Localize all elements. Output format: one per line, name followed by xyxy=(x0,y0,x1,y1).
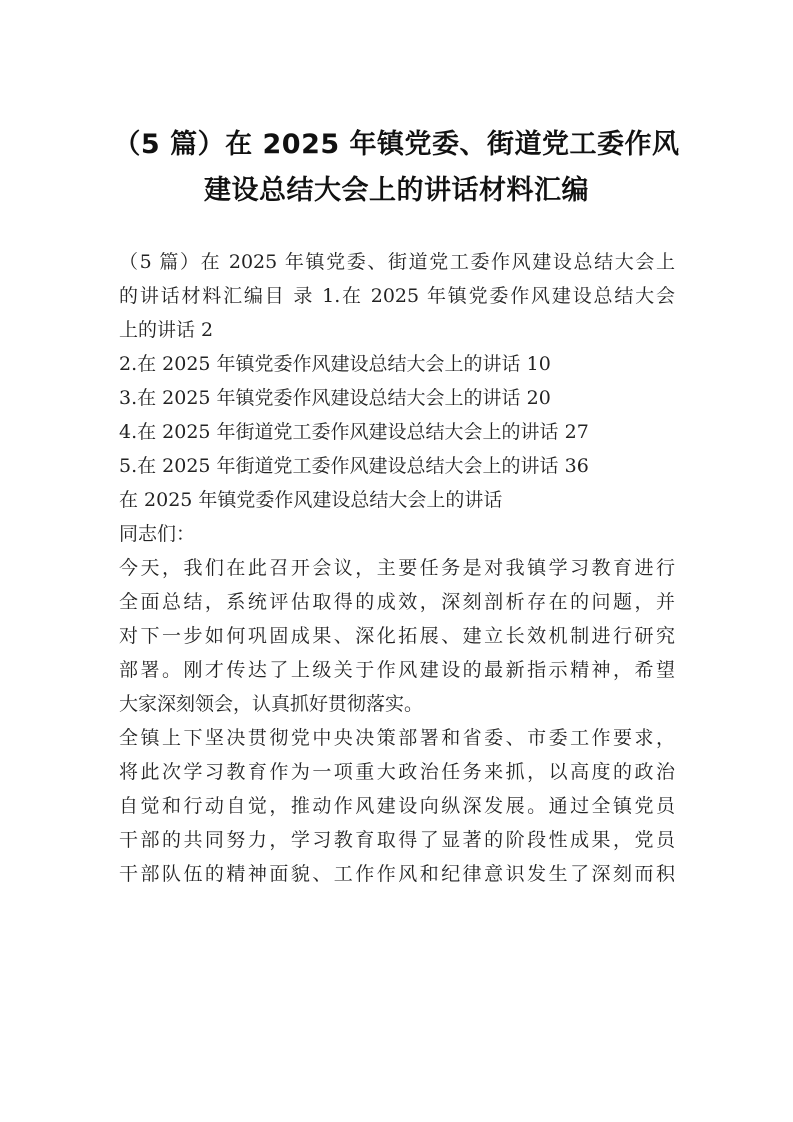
paragraph-1-line: 今天，我们在此召开会议，主要任务是对我镇学习教育进行 xyxy=(119,557,675,579)
intro-line: 上的讲话 2 xyxy=(119,319,214,341)
toc-item: 5.在 2025 年街道党工委作风建设总结大会上的讲话 36 xyxy=(119,455,589,477)
title-line-2: 建设总结大会上的讲话材料汇编 xyxy=(204,175,589,206)
toc-item: 3.在 2025 年镇党委作风建设总结大会上的讲话 20 xyxy=(119,387,551,409)
document-body xyxy=(119,245,675,891)
paragraph-2-line: 全镇上下坚决贯彻党中央决策部署和省委、市委工作要求， xyxy=(119,727,675,749)
intro-line: 的讲话材料汇编目 录 1.在 2025 年镇党委作风建设总结大会 xyxy=(119,285,675,307)
paragraph-1-line: 部署。刚才传达了上级关于作风建设的最新指示精神，希望 xyxy=(119,659,675,681)
paragraph-1-line: 大家深刻领会，认真抓好贯彻落实。 xyxy=(119,693,424,715)
document-title xyxy=(100,122,693,214)
paragraph-2-line: 干部的共同努力，学习教育取得了显著的阶段性成果，党员 xyxy=(119,829,675,851)
paragraph-2-line: 将此次学习教育作为一项重大政治任务来抓，以高度的政治 xyxy=(119,761,675,783)
paragraph-2-line: 干部队伍的精神面貌、工作作风和纪律意识发生了深刻而积 xyxy=(119,863,675,885)
paragraph-1-line: 对下一步如何巩固成果、深化拓展、建立长效机制进行研究 xyxy=(119,625,675,647)
paragraph-1-line: 全面总结，系统评估取得的成效，深刻剖析存在的问题，并 xyxy=(119,591,675,613)
greeting: 同志们： xyxy=(119,523,196,545)
title-line-1: （5 篇）在 2025 年镇党委、街道党工委作风 xyxy=(113,129,680,160)
paragraph-2-line: 自觉和行动自觉，推动作风建设向纵深发展。通过全镇党员 xyxy=(119,795,675,817)
toc-item: 4.在 2025 年街道党工委作风建设总结大会上的讲话 27 xyxy=(119,421,589,443)
toc-item: 2.在 2025 年镇党委作风建设总结大会上的讲话 10 xyxy=(119,353,551,375)
intro-line: （5 篇）在 2025 年镇党委、街道党工委作风建设总结大会上 xyxy=(119,251,675,273)
speech-title: 在 2025 年镇党委作风建设总结大会上的讲话 xyxy=(119,489,503,511)
